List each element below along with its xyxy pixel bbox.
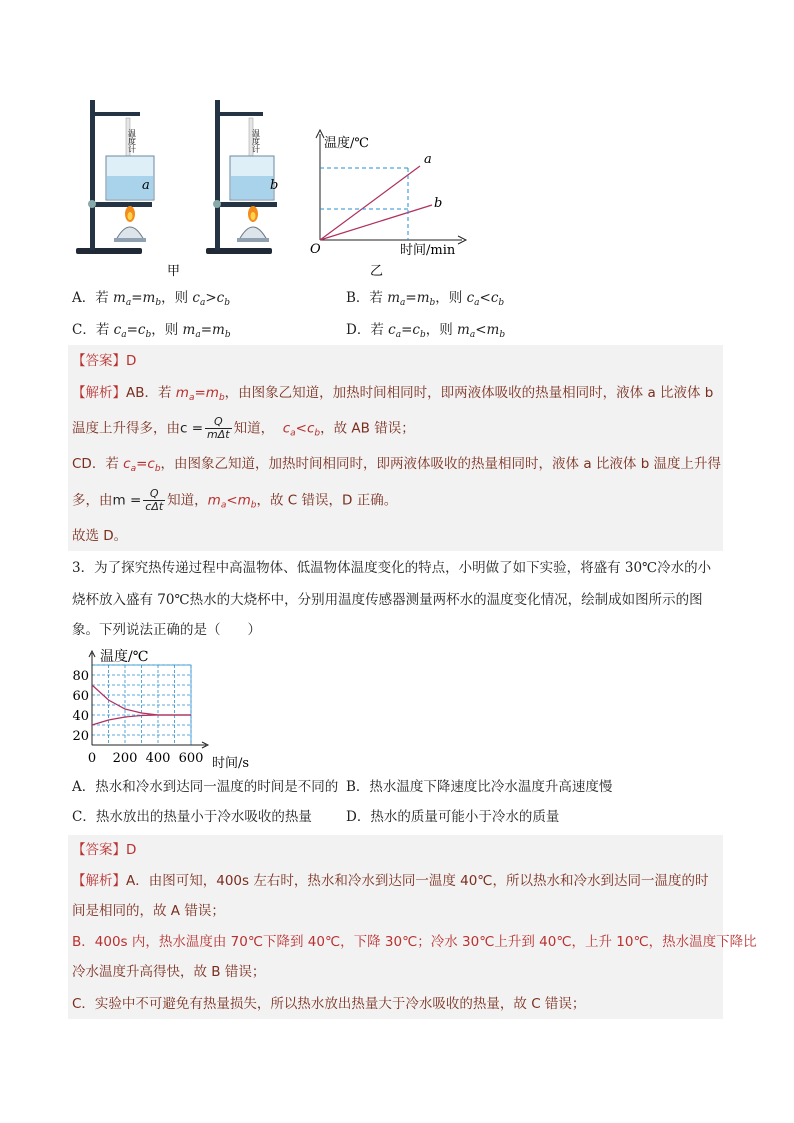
q3-option-a[interactable]: A．热水和冷水到达同一温度的时间是不同的 xyxy=(72,779,339,795)
q2-analysis-ab-line1: 【解析】AB．若 $m_a=m_b$，由图象乙知道，加热时间相同时，即两液体吸收的热量相同时，液体 a 比液体 b xyxy=(72,385,714,403)
x-tick-label: 200 xyxy=(112,751,138,766)
caption-yi: 乙 xyxy=(370,264,384,279)
q2-option-a[interactable]: A．若 $m_a=m_b$，则 $c_a>c_b$ xyxy=(72,290,230,308)
graph1-label-b: b xyxy=(434,196,443,211)
apparatus-left xyxy=(76,100,154,254)
q3-analysis-b-line1: B．400s 内，热水温度由 70℃下降到 40℃，下降 30℃；冷水 30℃上升到 40℃，上升 10℃，热水温度下降比 xyxy=(72,934,757,950)
y-tick-label: 20 xyxy=(72,729,89,744)
q3-analysis-a-line1: 【解析】A．由图可知，400s 左右时，热水和冷水到达同一温度 40℃，所以热水和冷水到达同一温度的时 xyxy=(72,873,709,889)
q3-chart xyxy=(70,645,270,770)
y-tick-label: 60 xyxy=(72,689,89,704)
q3-option-d[interactable]: D．热水的质量可能小于冷水的质量 xyxy=(346,809,560,825)
q3-analysis-c: C．实验中不可避免有热量损失，所以热水放出热量大于冷水吸收的热量，故 C 错误； xyxy=(72,996,586,1012)
y-tick-label: 40 xyxy=(72,709,89,724)
figure-apparatus xyxy=(70,92,470,282)
liquid-label-a: a xyxy=(142,178,150,193)
x-tick-label: 600 xyxy=(178,751,204,766)
chart-grid xyxy=(92,665,191,745)
q3-analysis-b-line2: 冷水温度升高得快，故 B 错误； xyxy=(72,964,266,980)
q3-answer: 【答案】D xyxy=(72,842,137,858)
q3-stem-line1: 3．为了探究热传递过程中高温物体、低温物体温度变化的特点，小明做了如下实验，将盛有 30℃冷水的小 xyxy=(72,560,712,576)
q3-answer-block xyxy=(68,835,723,1019)
graph1-label-a: a xyxy=(424,152,432,167)
graph1-xlabel: 时间/min xyxy=(400,243,456,258)
chart-axes xyxy=(89,651,208,748)
caption-jia: 甲 xyxy=(167,264,181,279)
line-b xyxy=(320,205,432,240)
x-tick-label: 400 xyxy=(145,751,171,766)
q2-conclusion: 故选 D。 xyxy=(72,528,128,544)
q2-answer: 【答案】D xyxy=(72,353,137,369)
apparatus-right xyxy=(206,100,278,254)
thermometer-label-right: 温度计 xyxy=(251,129,261,153)
chart-ylabel: 温度/℃ xyxy=(100,649,149,665)
q2-option-b[interactable]: B．若 $m_a=m_b$，则 $c_a<c_b$ xyxy=(346,290,505,308)
liquid-label-b: b xyxy=(270,178,279,193)
q3-stem-line2: 烧杯放入盛有 70℃热水的大烧杯中，分别用温度传感器测量两杯水的温度变化情况，绘制成如图所示的图 xyxy=(72,592,703,608)
graph1-origin: O xyxy=(310,242,321,257)
line-a xyxy=(320,166,420,240)
chart-xlabel: 时间/s xyxy=(212,756,250,770)
q3-option-c[interactable]: C．热水放出的热量小于冷水吸收的热量 xyxy=(72,809,312,825)
q3-stem-line3: 象。下列说法正确的是（ ） xyxy=(72,622,261,638)
q2-option-c[interactable]: C．若 $c_a=c_b$，则 $m_a=m_b$ xyxy=(72,322,231,340)
thermometer-label-left: 温度计 xyxy=(127,129,137,153)
q3-analysis-a-line2: 间是相同的，故 A 错误； xyxy=(72,903,225,919)
q2-analysis-cd-line1: CD．若 $c_a=c_b$，由图象乙知道，加热时间相同时，即两液体吸收的热量相同时，液体 a 比液体 b 温度上升得 xyxy=(72,456,722,474)
formula-c-fraction: $\frac{Q}{\text{mΔt}}$ xyxy=(207,415,230,441)
formula-m-fraction: $\frac{Q}{\text{cΔt}}$ xyxy=(145,487,164,513)
graph1-ylabel: 温度/℃ xyxy=(324,136,369,151)
q3-option-b[interactable]: B．热水温度下降速度比冷水温度升高速度慢 xyxy=(346,779,613,795)
q2-option-d[interactable]: D．若 $c_a=c_b$，则 $m_a<m_b$ xyxy=(346,322,506,340)
q2-analysis-cd-line2: 多，由m = $\frac{Q}{\text{cΔt}}$ 知道，$m_a<m_b$，故 C 错误，D 正确。 xyxy=(72,487,398,513)
graph-temperature-time xyxy=(310,130,466,258)
x-tick-label: 0 xyxy=(87,751,97,766)
y-tick-label: 80 xyxy=(72,669,89,684)
q2-analysis-ab-line2: 温度上升得多，由c = $\frac{Q}{\text{mΔt}}$ 知道， $c_a<c_b$，故 AB 错误； xyxy=(72,415,415,441)
q2-answer-block xyxy=(68,345,723,551)
